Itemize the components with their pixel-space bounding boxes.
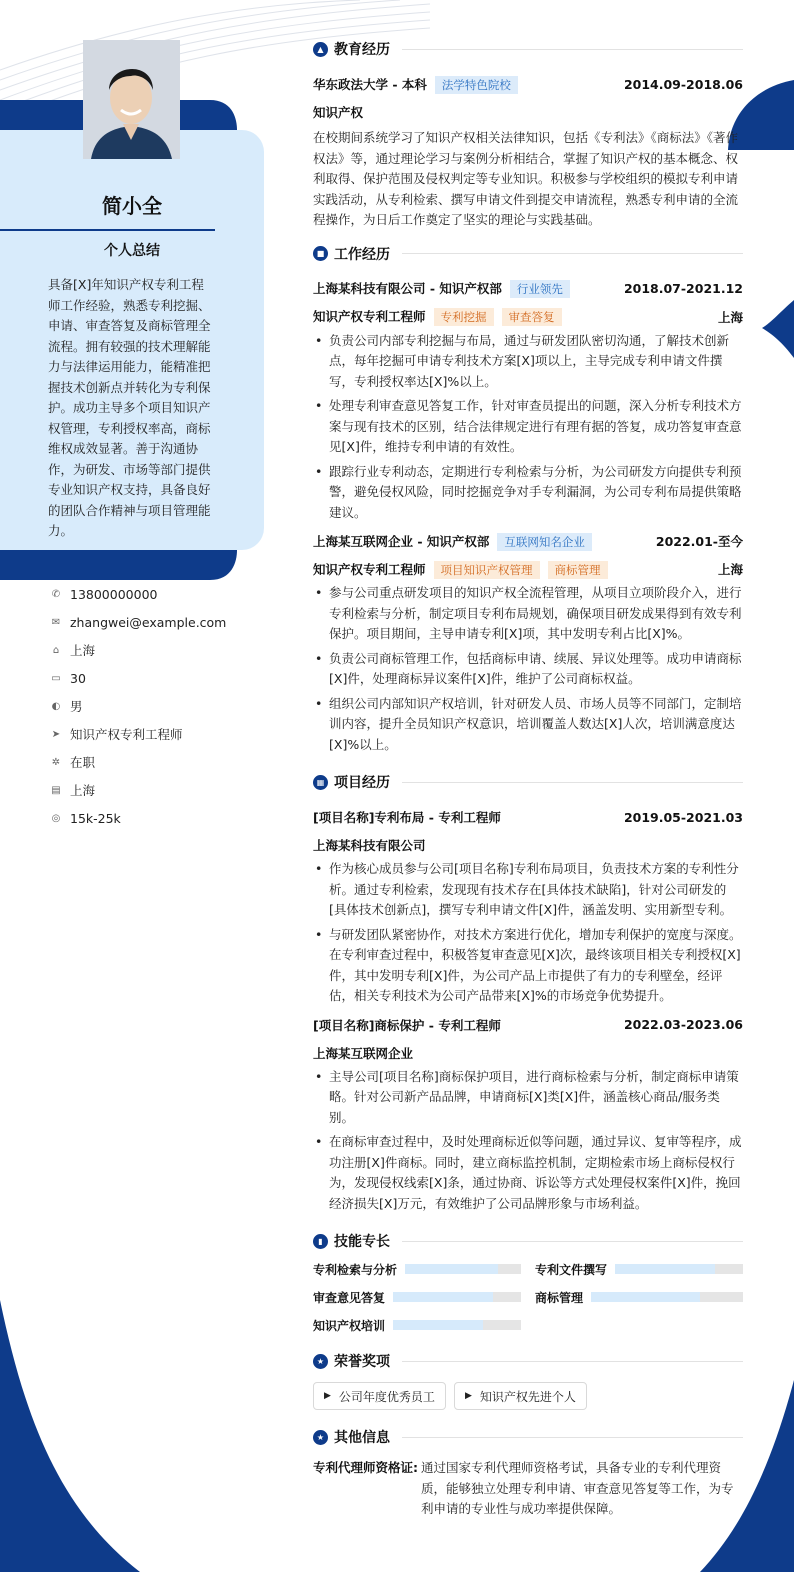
contact-email: ✉ zhangwei@example.com: [51, 614, 227, 630]
role-tag: 商标管理: [548, 561, 608, 579]
company-tag: 行业领先: [510, 280, 570, 298]
work-date: 2022.01-至今: [655, 534, 743, 549]
skill-item: 审查意见答复: [313, 1288, 521, 1306]
work-date: 2018.07-2021.12: [623, 281, 743, 296]
school-name: 华东政法大学 - 本科: [313, 76, 427, 92]
skill-level-bar: [393, 1320, 483, 1330]
list-item: • 在商标审查过程中，及时处理商标近似等问题，通过异议、复审等程序，成功注册[X]件商标。同时，建立商标监控机制，定期检索市场上商标侵权行为，发现侵权线索[X]条，通过协商、诉讼等方式处理侵权案件[X]件，挽回经济损失[X]万元，有效维护了公司品牌形象与市场利益。: [313, 1132, 743, 1214]
project-title: [项目名称]专利布局 - 专利工程师: [313, 810, 501, 825]
grid-icon: ▦: [313, 775, 328, 790]
play-icon: ▶: [464, 1391, 472, 1401]
section-projects: ▦ 项目经历: [313, 769, 743, 795]
calendar-icon: ▭: [51, 672, 61, 684]
name-underline: [0, 229, 215, 231]
role-tag: 审查答复: [502, 308, 562, 326]
section-honors: ★ 荣誉奖项: [313, 1348, 743, 1374]
contact-target-city: ▤ 上海: [51, 783, 96, 798]
summary-title: 个人总结: [104, 243, 160, 259]
skill-level-bar: [393, 1292, 493, 1302]
contact-age: ▭ 30: [51, 670, 86, 686]
project-org: 上海某科技有限公司: [313, 838, 426, 853]
project-bullets: [313, 1067, 743, 1215]
list-item: • 负责公司商标管理工作，包括商标申请、续展、异议处理等。成功申请商标[X]件，处理商标异议案件[X]件，维护了公司商标权益。: [313, 649, 743, 690]
salary-icon: ◎: [51, 812, 61, 824]
education-description: 在校期间系统学习了知识产权相关法律知识，包括《专利法》《商标法》《著作权法》等，通过理论学习与案例分析相结合，掌握了知识产权的基本概念、权利取得、保护范围及侵权判定等专业知识。积极参与学校组织的模拟专利申请实践活动，从专利检索、撰写申请文件到提交申请流程，熟悉专利申请的全流程操作，为日后工作奠定了坚实的理论与实践基础。: [313, 130, 739, 227]
job-role: 知识产权专利工程师: [313, 561, 426, 577]
work-city: 上海: [717, 309, 743, 325]
section-education: ▲ 教育经历: [313, 36, 743, 62]
education-date: 2014.09-2018.06: [623, 76, 743, 92]
skill-level-bar: [615, 1264, 715, 1274]
work-bullets: [313, 583, 743, 755]
right-column: [313, 36, 743, 1520]
honor-item: ▶ 知识产权先进个人: [454, 1382, 587, 1410]
project-org: 上海某互联网企业: [313, 1045, 414, 1061]
list-item: • 作为核心成员参与公司[项目名称]专利布局项目，负责技术方案的专利性分析。通过专利检索，发现现有技术存在[具体技术缺陷]，针对公司研发的[具体技术创新点]，撰写专利申请文件[X]件，涵盖发明、实用新型专利。: [313, 859, 743, 921]
list-item: • 主导公司[项目名称]商标保护项目，进行商标检索与分析，制定商标申请策略。针对公司新产品品牌，申请商标[X]类[X]件，涵盖核心商品/服务类别。: [313, 1067, 743, 1129]
send-icon: ➤: [51, 728, 61, 740]
work-bullets: [313, 331, 743, 524]
project-title: [项目名称]商标保护 - 专利工程师: [313, 1017, 501, 1033]
play-icon: ▶: [324, 1391, 331, 1401]
project-entry: [313, 805, 743, 1007]
contact-status: ✲ 在职: [51, 755, 96, 770]
list-item: • 与研发团队紧密协作，对技术方案进行优化，增加专利保护的宽度与深度。在专利审查过程中，积极答复审查意见[X]次，最终该项目相关专利授权[X]件，其中发明专利[X]件，为公司产品上市提供了有力的专利壁垒，经评估，相关专利技术为公司产品带来[X]%的市场竞争优势提升。: [313, 925, 743, 1007]
phone-icon: ✆: [51, 588, 61, 600]
honor-item: ▶ 公司年度优秀员工: [313, 1382, 446, 1410]
list-item: • 负责公司内部专利挖掘与布局，通过与研发团队密切沟通，了解技术创新点，每年挖掘可申请专利技术方案[X]项以上，主导完成专利申请文件撰写，专利授权率达[X]%以上。: [313, 331, 743, 393]
company-name: 上海某互联网企业 - 知识产权部: [313, 533, 490, 549]
skill-item: 商标管理: [535, 1288, 743, 1306]
skill-level-bar: [405, 1264, 498, 1274]
contact-phone: ✆ 13800000000: [51, 586, 158, 602]
education-header: [313, 72, 743, 96]
list-item: • 处理专利审查意见答复工作，针对审查员提出的问题，深入分析专利技术方案与现有技术的区别，结合法律规定进行有理有据的答复，成功答复审查意见[X]件，维持专利申请的有效性。: [313, 396, 743, 458]
contact-gender: ◐ 男: [51, 699, 83, 714]
project-bullets: [313, 859, 743, 1007]
section-work: ■ 工作经历: [313, 241, 743, 267]
building-icon: ▤: [51, 784, 61, 796]
gender-icon: ◐: [51, 700, 61, 712]
project-date: 2019.05-2021.03: [623, 809, 743, 825]
other-value: 通过国家专利代理师资格考试，具备专业的专利代理资质，能够独立处理专利申请、审查意见答复等工作，为专利申请的专业性与成功率提供保障。: [421, 1460, 734, 1516]
contact-location: ⌂ 上海: [50, 636, 260, 664]
graduation-cap-icon: ▲: [313, 42, 328, 57]
summary-text: 具备[X]年知识产权专利工程师工作经验，熟悉专利挖掘、申请、审查答复及商标管理全流程。拥有较强的技术理解能力与法律运用能力，能精准把握技术创新点并转化为专利保护。成功主导多个项目知识产权管理，专利授权率高，商标维权成效显著。善于沟通协作，为研发、市场等部门提供专业知识产权支持，具备良好的团队合作精神与项目管理能力。: [48, 277, 211, 538]
skill-item: 专利文件撰写: [535, 1260, 743, 1278]
person-name: 简小全: [102, 194, 162, 218]
job-role: 知识产权专利工程师: [313, 309, 426, 324]
project-date: 2022.03-2023.06: [623, 1017, 743, 1032]
skill-item: 专利检索与分析: [313, 1260, 521, 1278]
skill-item: 知识产权培训: [313, 1316, 521, 1334]
list-item: • 跟踪行业专利动态，定期进行专利检索与分析，为公司研发方向提供专利预警，避免侵权风险，同时挖掘竞争对手专利漏洞，为公司专利布局提供策略建议。: [313, 462, 743, 524]
education-major: 知识产权: [313, 105, 364, 120]
honors-list: [313, 1382, 743, 1410]
section-skills: ▮ 技能专长: [313, 1228, 743, 1254]
award-icon: ★: [313, 1354, 328, 1369]
info-icon: ★: [313, 1430, 328, 1445]
contact-list: [50, 580, 260, 832]
school-tag: 法学特色院校: [435, 76, 518, 94]
work-entry: [313, 277, 743, 524]
contact-salary: ◎ 15k-25k: [51, 810, 121, 826]
contact-position: ➤ 知识产权专利工程师: [51, 727, 183, 742]
work-entry: [313, 529, 743, 755]
other-label: 专利代理师资格证:: [313, 1460, 418, 1475]
role-tag: 专利挖掘: [434, 308, 494, 326]
skills-grid: [313, 1260, 743, 1334]
section-other: ★ 其他信息: [313, 1424, 743, 1450]
company-name: 上海某科技有限公司 - 知识产权部: [313, 281, 502, 296]
home-icon: ⌂: [52, 644, 60, 656]
company-tag: 互联网知名企业: [497, 533, 592, 551]
left-column: [0, 0, 265, 1572]
skill-level-bar: [591, 1292, 700, 1302]
list-item: • 组织公司内部知识产权培训，针对研发人员、市场人员等不同部门，定制培训内容，提升全员知识产权意识，培训覆盖人数达[X]人次，培训满意度达[X]%以上。: [313, 694, 743, 756]
bar-chart-icon: ▮: [313, 1234, 328, 1249]
project-entry: [313, 1013, 743, 1215]
role-tag: 项目知识产权管理: [434, 561, 540, 579]
list-item: • 参与公司重点研发项目的知识产权全流程管理，从项目立项阶段介入，进行专利检索与分析，制定项目专利布局规划，确保项目研发成果得到有效专利保护。项目期间，主导申请专利[X]项，其中发明专利占比[X]%。: [313, 583, 743, 645]
other-info: [313, 1458, 743, 1520]
avatar: [83, 40, 180, 159]
briefcase-icon: ■: [313, 246, 328, 261]
mail-icon: ✉: [51, 616, 61, 628]
gear-icon: ✲: [51, 756, 61, 768]
work-city: 上海: [717, 562, 743, 577]
